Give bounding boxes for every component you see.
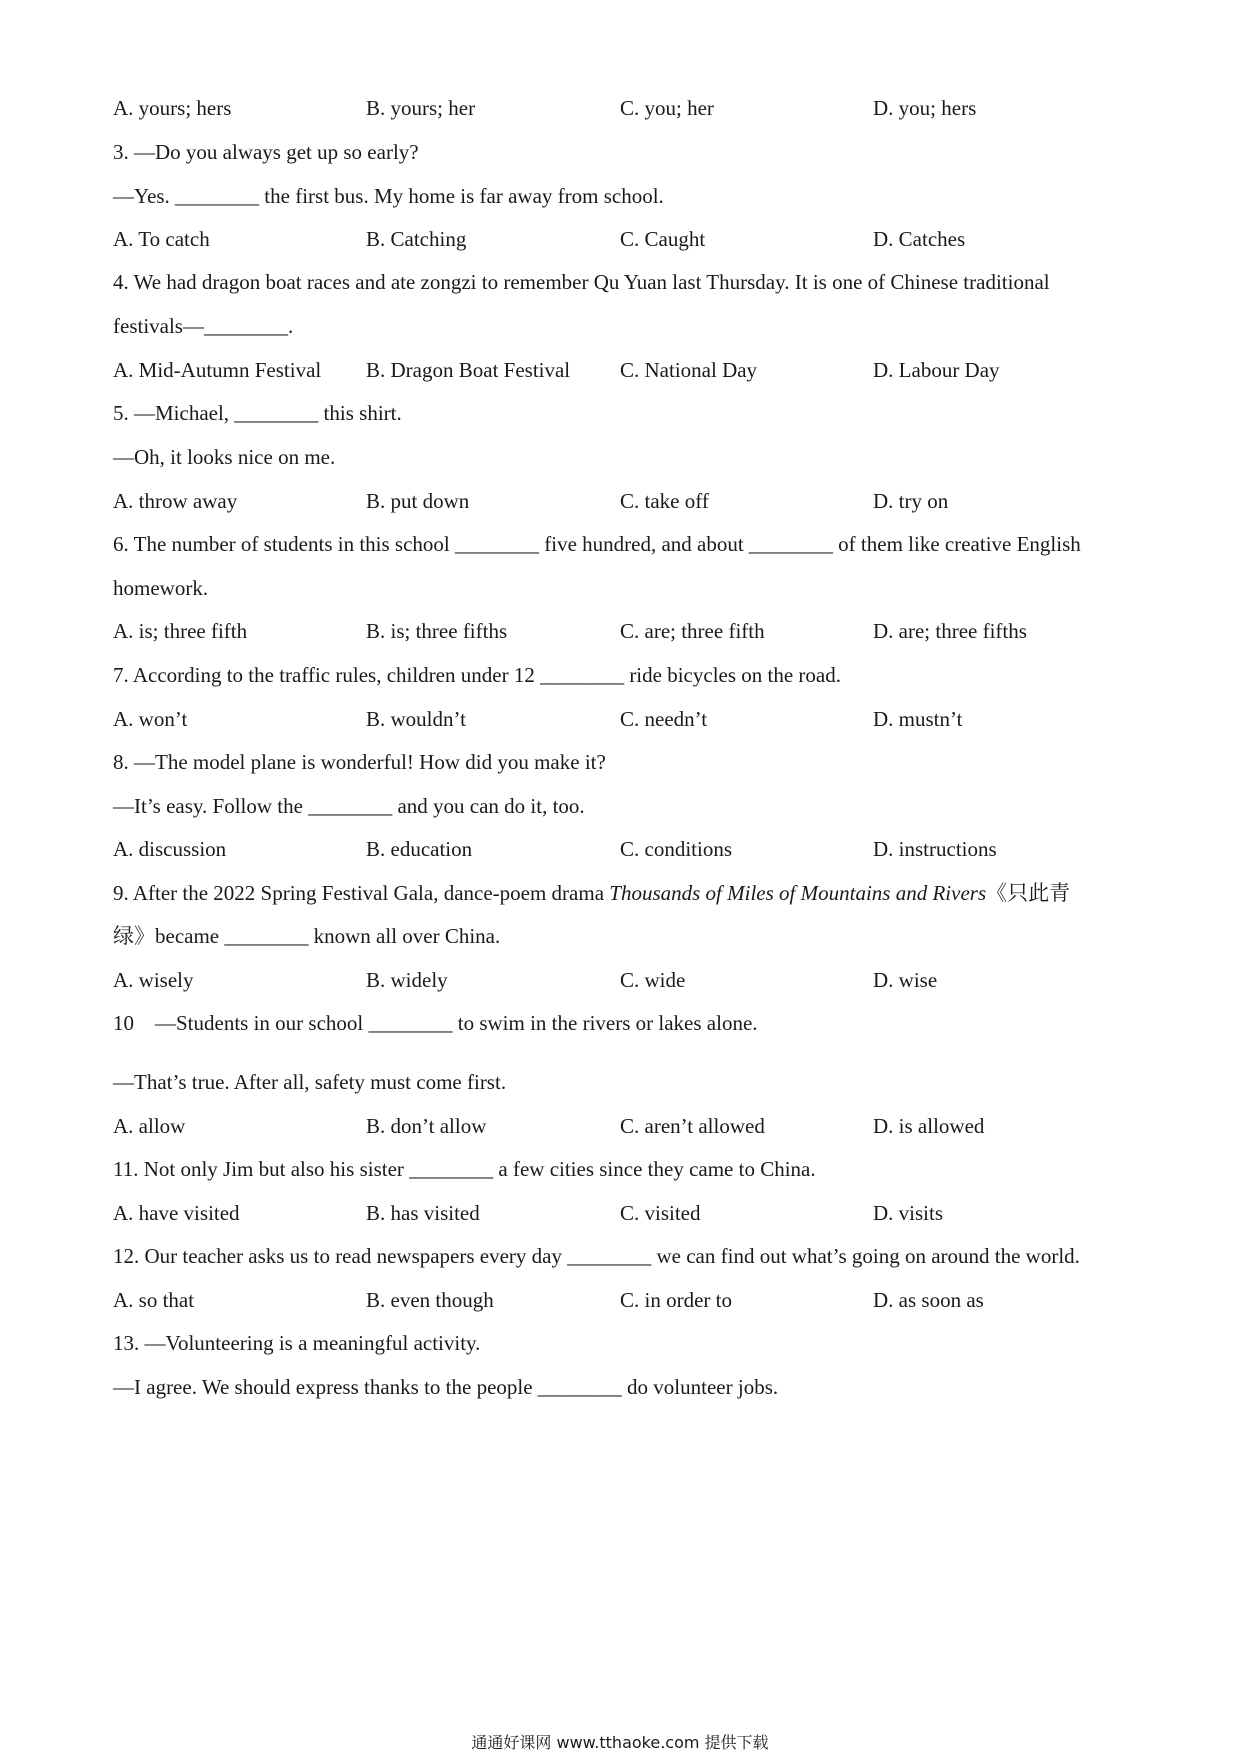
option-a: A. is; three fifth: [113, 619, 248, 643]
question-9-stem: [113, 879, 1070, 907]
question-3-response: —Yes. ________ the first bus. My home is far away from school.: [113, 184, 664, 208]
option-d: D. Labour Day: [873, 358, 1000, 382]
question-8-stem: 8. —The model plane is wonderful! How did you make it?: [113, 750, 606, 774]
option-c: C. needn’t: [620, 707, 708, 731]
option-d: D. instructions: [873, 837, 997, 861]
question-3-options: [0, 225, 1240, 253]
question-6-stem-cont: homework.: [113, 576, 209, 600]
option-b: B. education: [366, 837, 473, 861]
option-a: A. have visited: [113, 1201, 240, 1225]
option-a: A. throw away: [113, 489, 238, 513]
option-d: D. visits: [873, 1201, 944, 1225]
question-7-options: [0, 705, 1240, 733]
option-c: C. take off: [620, 489, 709, 513]
option-a: A. Mid-Autumn Festival: [113, 358, 322, 382]
option-c: C. wide: [620, 968, 686, 992]
question-6-options: [0, 617, 1240, 645]
option-d: D. wise: [873, 968, 938, 992]
option-b: B. has visited: [366, 1201, 480, 1225]
option-d: D. Catches: [873, 227, 966, 251]
option-c: C. National Day: [620, 358, 758, 382]
option-a: A. To catch: [113, 227, 210, 251]
option-c: C. are; three fifth: [620, 619, 765, 643]
question-8-options: [0, 835, 1240, 863]
option-c: C. Caught: [620, 227, 706, 251]
question-9-stem-start: 9. After the 2022 Spring Festival Gala, dance-poem drama: [113, 881, 610, 905]
option-c: C. aren’t allowed: [620, 1114, 765, 1138]
option-d: D. as soon as: [873, 1288, 984, 1312]
question-5-stem: 5. —Michael, ________ this shirt.: [113, 401, 402, 425]
drama-title: Thousands of Miles of Mountains and Rivers: [609, 881, 987, 905]
question-4-stem: 4. We had dragon boat races and ate zongzi to remember Qu Yuan last Thursday. It is one of Chinese traditional: [113, 270, 1050, 294]
question-7-stem: 7. According to the traffic rules, children under 12 ________ ride bicycles on the road.: [113, 663, 841, 687]
question-12-stem: 12. Our teacher asks us to read newspapers every day ________ we can find out what’s going on around the world.: [113, 1244, 1080, 1268]
option-d: D. mustn’t: [873, 707, 963, 731]
question-11-stem: 11. Not only Jim but also his sister ________ a few cities since they came to China.: [113, 1157, 816, 1181]
question-5-response: —Oh, it looks nice on me.: [113, 445, 336, 469]
question-13-response: —I agree. We should express thanks to the people ________ do volunteer jobs.: [113, 1375, 779, 1399]
option-d: D. try on: [873, 489, 949, 513]
option-b: B. even though: [366, 1288, 494, 1312]
question-10-response: —That’s true. After all, safety must come first.: [113, 1070, 507, 1094]
option-b: B. is; three fifths: [366, 619, 508, 643]
question-12-options: [0, 1286, 1240, 1314]
option-d: D. is allowed: [873, 1114, 985, 1138]
option-b: B. Dragon Boat Festival: [366, 358, 571, 382]
option-a: A. discussion: [113, 837, 227, 861]
question-4-options: [0, 356, 1240, 384]
option-a: A. wisely: [113, 968, 194, 992]
question-8-response: —It’s easy. Follow the ________ and you can do it, too.: [113, 794, 585, 818]
option-d: D. you; hers: [873, 96, 977, 120]
question-9-options: [0, 966, 1240, 994]
question-2-options: [0, 94, 1240, 122]
option-b: B. put down: [366, 489, 470, 513]
question-9-stem-cont: 绿》became ________ known all over China.: [113, 924, 501, 948]
option-c: C. conditions: [620, 837, 733, 861]
option-d: D. are; three fifths: [873, 619, 1027, 643]
option-c: C. in order to: [620, 1288, 732, 1312]
question-11-options: [0, 1199, 1240, 1227]
question-9-stem-chinese: 《只此青: [986, 881, 1071, 905]
option-b: B. wouldn’t: [366, 707, 466, 731]
option-a: A. won’t: [113, 707, 188, 731]
question-4-stem-cont: festivals—________.: [113, 314, 294, 338]
option-a: A. allow: [113, 1114, 186, 1138]
option-b: B. Catching: [366, 227, 467, 251]
option-b: B. don’t allow: [366, 1114, 487, 1138]
option-a: A. so that: [113, 1288, 195, 1312]
option-c: C. you; her: [620, 96, 714, 120]
option-b: B. widely: [366, 968, 448, 992]
question-10-stem: 10 —Students in our school ________ to swim in the rivers or lakes alone.: [113, 1011, 758, 1035]
question-13-stem: 13. —Volunteering is a meaningful activity.: [113, 1331, 481, 1355]
question-5-options: [0, 487, 1240, 515]
question-6-stem: 6. The number of students in this school ________ five hundred, and about ________ of them like creative English: [113, 532, 1081, 556]
option-a: A. yours; hers: [113, 96, 232, 120]
option-b: B. yours; her: [366, 96, 476, 120]
option-c: C. visited: [620, 1201, 701, 1225]
page-footer: 通通好课网 www.tthaoke.com 提供下载: [471, 1733, 769, 1752]
question-10-options: [0, 1112, 1240, 1140]
question-3-stem: 3. —Do you always get up so early?: [113, 140, 419, 164]
